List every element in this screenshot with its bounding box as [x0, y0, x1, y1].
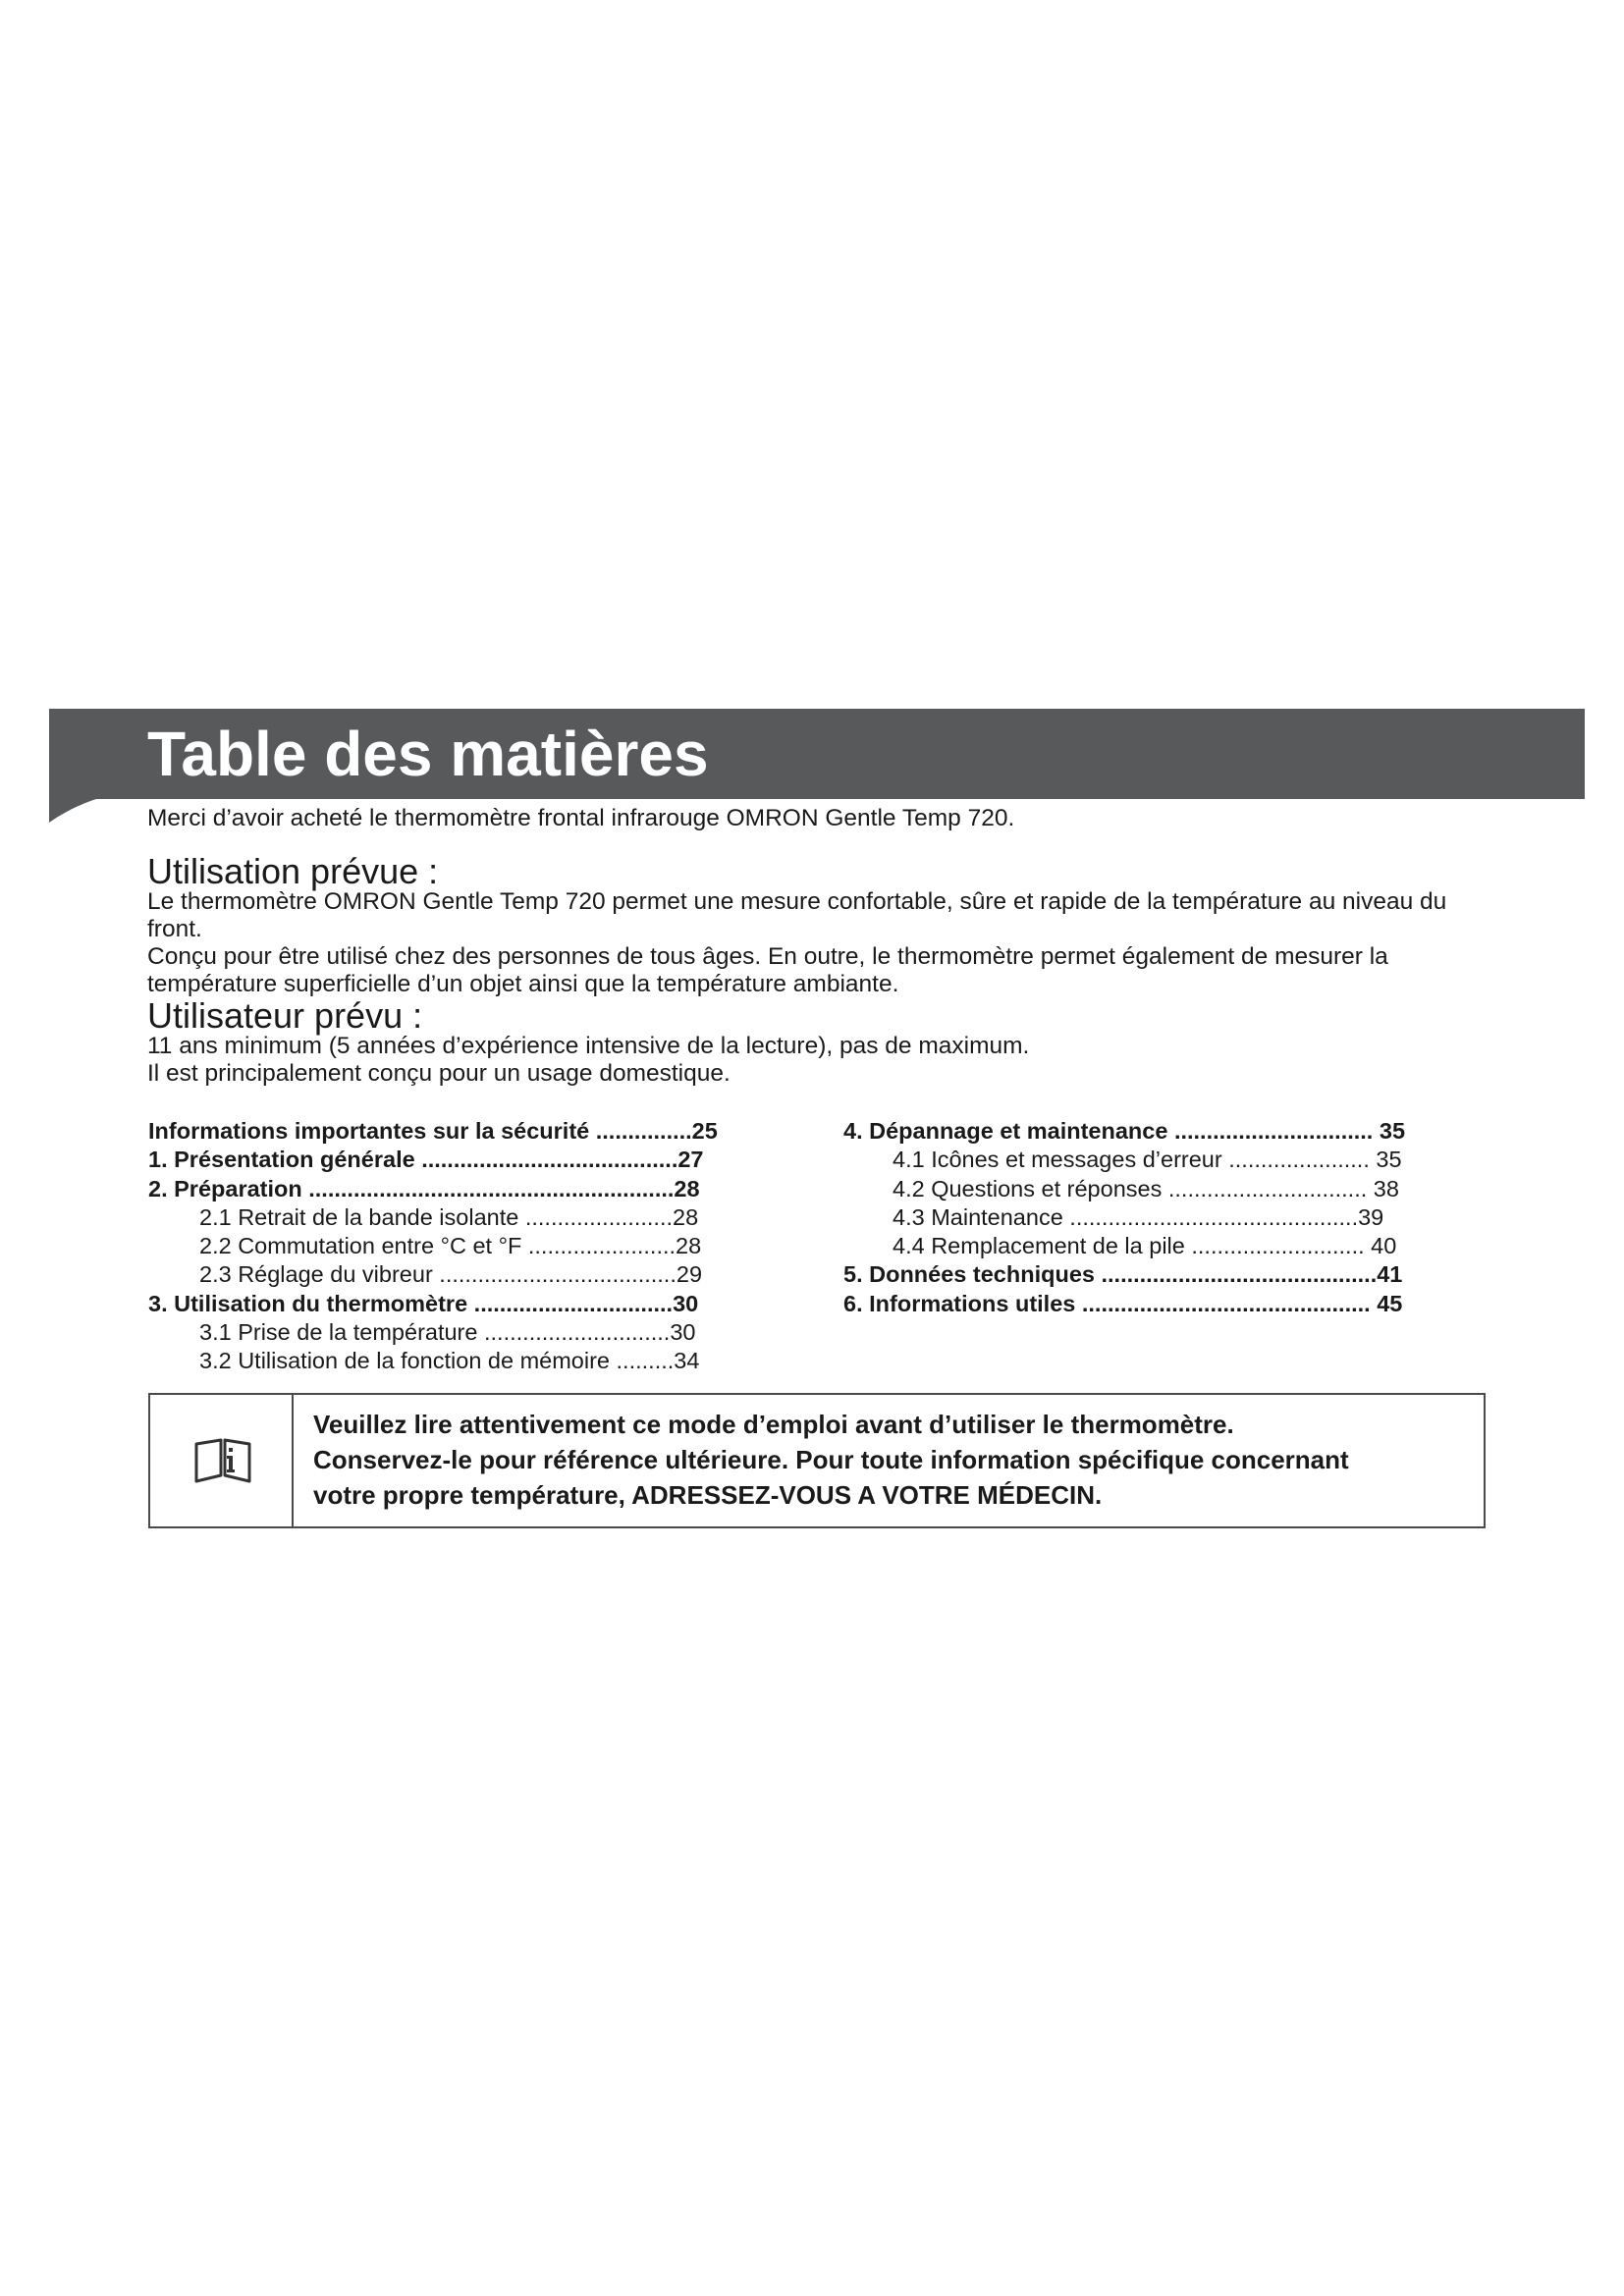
- intended-use-text: [147, 888, 1502, 998]
- intended-user-text: [147, 1033, 1502, 1088]
- intended-use-line: Le thermomètre OMRON Gentle Temp 720 permet une mesure confortable, sûre et rapide de la température au niveau du front.: [147, 888, 1447, 942]
- toc-entry-2-1[interactable]: 2.1 Retrait de la bande isolante .......................28: [199, 1203, 699, 1230]
- toc-entry-usage[interactable]: 3. Utilisation du thermomètre ...............................30: [148, 1290, 699, 1316]
- toc-right-column: [843, 1117, 1405, 1318]
- toc-entry-preparation[interactable]: 2. Préparation .........................................................28: [148, 1175, 700, 1201]
- intended-use-heading: Utilisation prévue :: [147, 851, 439, 891]
- book-info-icon: [193, 1436, 252, 1485]
- page-title: Table des matières: [147, 719, 709, 789]
- intro-text: Merci d’avoir acheté le thermomètre frontal infrarouge OMRON Gentle Temp 720.: [147, 805, 1015, 831]
- intended-user-line: 11 ans minimum (5 années d’expérience intensive de la lecture), pas de maximum.: [147, 1033, 1030, 1059]
- header-notch: [49, 797, 103, 823]
- toc-entry-3-1[interactable]: 3.1 Prise de la température .............................30: [199, 1319, 696, 1346]
- toc-left-column: [148, 1117, 718, 1376]
- intended-user-heading: Utilisateur prévu :: [147, 995, 423, 1036]
- toc-entry-2-2[interactable]: 2.2 Commutation entre °C et °F .......................28: [199, 1233, 702, 1259]
- toc-entry-4-1[interactable]: 4.1 Icônes et messages d’erreur ...................... 35: [893, 1147, 1402, 1173]
- notice-line: votre propre température, ADRESSEZ-VOUS A VOTRE MÉDECIN.: [313, 1480, 1103, 1510]
- notice-box: [148, 1393, 1486, 1528]
- notice-icon-cell: [150, 1395, 294, 1526]
- notice-line: Veuillez lire attentivement ce mode d’emploi avant d’utiliser le thermomètre.: [313, 1410, 1234, 1439]
- intended-use-line: Conçu pour être utilisé chez des personnes de tous âges. En outre, le thermomètre permet également de mesurer la température superficielle d’un objet ainsi que la température ambiante.: [147, 943, 1388, 997]
- toc-entry-useful-info[interactable]: 6. Informations utiles ............................................. 45: [843, 1290, 1403, 1316]
- intended-user-line: Il est principalement conçu pour un usage domestique.: [147, 1060, 731, 1087]
- toc-entry-technical-data[interactable]: 5. Données techniques ...........................................41: [843, 1261, 1403, 1288]
- toc-entry-4-4[interactable]: 4.4 Remplacement de la pile ........................... 40: [893, 1233, 1397, 1259]
- toc-entry-4-3[interactable]: 4.3 Maintenance .............................................39: [893, 1203, 1384, 1230]
- toc-entry-3-2[interactable]: 3.2 Utilisation de la fonction de mémoire .........34: [199, 1348, 700, 1374]
- toc-entry-overview[interactable]: 1. Présentation générale ........................................27: [148, 1147, 704, 1173]
- toc-entry-safety[interactable]: Informations importantes sur la sécurité ...............25: [148, 1118, 718, 1144]
- notice-line: Conservez-le pour référence ultérieure. Pour toute information spécifique concernant: [313, 1445, 1349, 1474]
- toc-entry-4-2[interactable]: 4.2 Questions et réponses ............................... 38: [893, 1175, 1399, 1201]
- toc-entry-2-3[interactable]: 2.3 Réglage du vibreur .....................................29: [199, 1261, 703, 1288]
- toc-entry-troubleshooting[interactable]: 4. Dépannage et maintenance ............................... 35: [843, 1118, 1406, 1144]
- notice-text: [313, 1407, 1472, 1513]
